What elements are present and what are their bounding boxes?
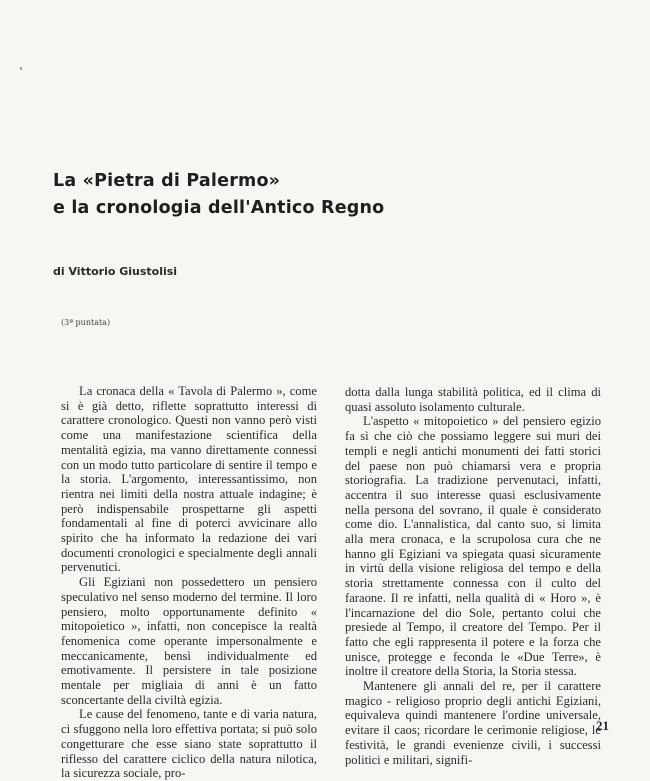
paragraph: La cronaca della « Tavola di Palermo », come si è già detto, riflette soprattutto interessi di carattere cronologico. Questi non vanno però visti come una manifestazione scientifica della mentalità egizia, ma vanno direttamente connessi con un modo tutto particolare di sentire il tempo e la storia. L'argomento, interessantissimo, non rientra nei limiti della nostra attuale indagine; è però indispensabile prospettarne gli aspetti fondamentali al fine di poterci avvicinare allo spirito che ha informato la redazione dei vari documenti cronologici e specialmente degli annali pervenutici.	[61, 384, 317, 575]
installment-note: (3ª puntata)	[61, 318, 111, 327]
article-title	[53, 168, 384, 222]
paragraph: Gli Egiziani non possedettero un pensiero speculativo nel senso moderno del termine. Il loro pensiero, molto opportunamente definito « mitopoietico », infatti, non concepisce la realtà fenomenica come operante impersonalmente e meccanicamente, bensì individualmente ed emotivamente. Il persistere in tale posizione mentale per migliaia di anni è un fatto sconcertante della civiltà egizia.	[61, 575, 317, 707]
title-line-2: e la cronologia dell'Antico Regno	[53, 198, 385, 218]
paragraph: Mantenere gli annali del re, per il carattere magico - religioso proprio degli antichi Egiziani, equivaleva quindi mantenere l'ordine universale, evitare il caos; ricordare le cerimonie religiose, le festività, le grandi evenienze civili, i successi politici e militari, signifi-	[345, 679, 601, 767]
text-column-left	[61, 384, 317, 781]
text-column-right	[345, 385, 601, 767]
paragraph: Le cause del fenomeno, tante e di varia natura, ci sfuggono nella loro effettiva portata; si può solo congetturare che esse siano state soprattutto il riflesso del carattere ciclico della natura nilotica, la sicurezza sociale, pro-	[61, 707, 317, 781]
title-line-1: La «Pietra di Palermo»	[53, 171, 281, 191]
author-byline: di Vittorio Giustolisi	[53, 265, 178, 278]
page-number: 21	[596, 718, 609, 733]
paragraph-continued: dotta dalla lunga stabilità politica, ed il clima di quasi assoluto isolamento culturale.	[345, 385, 601, 414]
paragraph: L'aspetto « mitopoietico » del pensiero egizio fa sì che ciò che possiamo leggere sui muri dei templi e negli antichi monumenti dei fatti storici del paese non può chiamarsi vera e propria storiografia. La tradizione pervenutaci, infatti, accentra il suo interesse quasi esclusivamente nella persona del sovrano, il quale è considerato come dio. L'annalistica, dal canto suo, si limita alla mera cronaca, e la scrupolosa cura che ne hanno gli Egiziani va spiegata quasi sicuramente in virtù della visione religiosa del tempo e della storia strettamente connessa con il culto del faraone. Il re infatti, nella qualità di « Horo », è l'incarnazione del dio Sole, pertanto colui che presiede al Tempo, il creatore del Tempo. Per il fatto che egli rappresenta il potere e la forza che unisce, protegge e feconda le «Due Terre», è inoltre il creatore della Storia, la Storia stessa.	[345, 414, 601, 679]
paper-speck	[20, 67, 22, 70]
